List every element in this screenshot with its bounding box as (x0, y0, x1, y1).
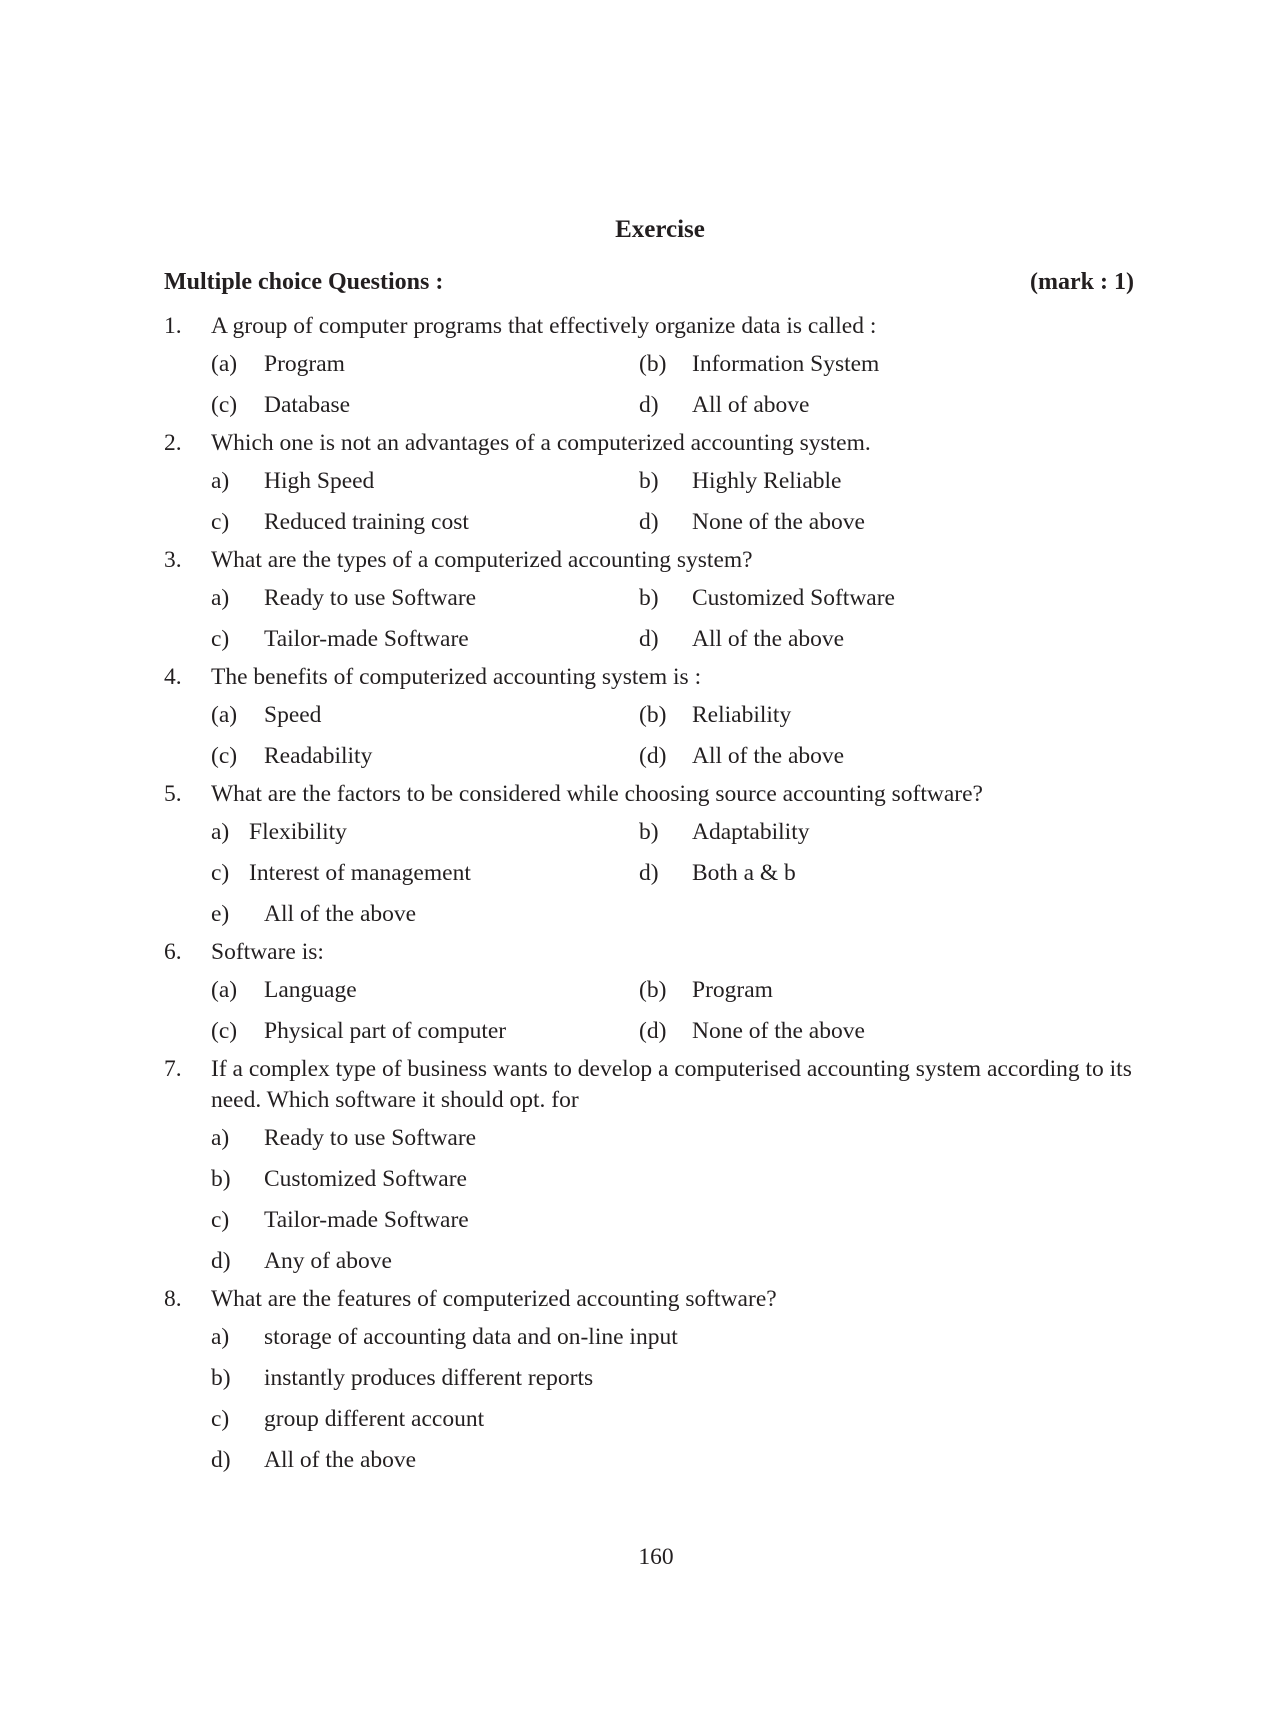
option-label: (b) (639, 351, 667, 377)
question-3 (164, 545, 1164, 576)
option-row (164, 695, 1164, 736)
page-title: Exercise (615, 216, 705, 243)
option-text: All of above (692, 392, 810, 418)
question-text: What are the factors to be considered while choosing source accounting software? (211, 781, 983, 807)
option-label: d) (639, 626, 659, 652)
question-text: What are the features of computerized accounting software? (211, 1286, 777, 1312)
option-label: a) (211, 1324, 230, 1350)
option-label: c) (211, 1207, 230, 1233)
option-label: c) (211, 626, 230, 652)
option-text: Physical part of computer (264, 1018, 507, 1044)
question-number: 4. (164, 664, 182, 690)
option-text: Readability (264, 743, 373, 769)
option-text: Reduced training cost (264, 509, 469, 535)
question-8 (164, 1284, 1164, 1315)
option-label: a) (211, 468, 230, 494)
question-1 (164, 311, 1164, 342)
option-label: a) (211, 819, 230, 845)
option-row (164, 619, 1164, 660)
question-6 (164, 937, 1164, 968)
option-text: Program (264, 351, 345, 377)
option-row (164, 1399, 1164, 1440)
option-label: (c) (211, 392, 238, 418)
option-text: group different account (264, 1406, 485, 1432)
question-number: 3. (164, 547, 182, 573)
option-label: a) (211, 1125, 230, 1151)
option-row (164, 1011, 1164, 1052)
option-text: All of the above (692, 743, 845, 769)
question-text: The benefits of computerized accounting system is : (211, 664, 702, 690)
question-7 (164, 1054, 1164, 1116)
option-text: Flexibility (249, 819, 347, 845)
option-text: All of the above (264, 1447, 417, 1473)
question-text: What are the types of a computerized accounting system? (211, 547, 753, 573)
option-label: d) (639, 509, 659, 535)
option-row (164, 1241, 1164, 1282)
option-label: b) (211, 1166, 231, 1192)
option-text: Program (692, 977, 773, 1003)
option-text: Tailor-made Software (264, 626, 469, 652)
option-text: Highly Reliable (692, 468, 842, 494)
option-text: All of the above (264, 901, 417, 927)
option-row (164, 970, 1164, 1011)
question-number: 5. (164, 781, 182, 807)
option-label: (b) (639, 702, 667, 728)
option-label: b) (639, 468, 659, 494)
page-number: 160 (638, 1544, 674, 1570)
option-text: All of the above (692, 626, 845, 652)
option-row (164, 578, 1164, 619)
option-label: (c) (211, 743, 238, 769)
question-text: Software is: (211, 939, 324, 965)
option-label: a) (211, 585, 230, 611)
option-row (164, 1440, 1164, 1481)
option-row (164, 894, 1164, 935)
option-text: Interest of management (249, 860, 471, 886)
option-text: Database (264, 392, 351, 418)
question-5 (164, 779, 1164, 810)
option-text: Speed (264, 702, 322, 728)
question-text: If a complex type of business wants to develop a computerised accounting system according to its need. Which software it should opt. for (211, 1056, 1132, 1113)
option-text: Ready to use Software (264, 1125, 477, 1151)
question-number: 6. (164, 939, 182, 965)
option-label: c) (211, 509, 230, 535)
option-text: None of the above (692, 509, 865, 535)
option-text: High Speed (264, 468, 375, 494)
question-text: Which one is not an advantages of a computerized accounting system. (211, 430, 871, 456)
option-label: b) (639, 819, 659, 845)
section-heading (164, 269, 1134, 296)
option-row (164, 1159, 1164, 1200)
question-text: A group of computer programs that effectively organize data is called : (211, 313, 877, 339)
option-label: b) (211, 1365, 231, 1391)
option-label: (b) (639, 977, 667, 1003)
option-label: d) (211, 1248, 231, 1274)
question-number: 7. (164, 1056, 182, 1082)
option-text: Both a & b (692, 860, 796, 886)
option-text: Ready to use Software (264, 585, 477, 611)
option-label: d) (639, 860, 659, 886)
option-row (164, 1200, 1164, 1241)
option-row (164, 344, 1164, 385)
option-row (164, 1317, 1164, 1358)
option-row (164, 1118, 1164, 1159)
question-4 (164, 662, 1164, 693)
option-row (164, 502, 1164, 543)
option-text: Information System (692, 351, 880, 377)
option-label: (c) (211, 1018, 238, 1044)
option-text: storage of accounting data and on-line input (264, 1324, 678, 1350)
option-label: d) (211, 1447, 231, 1473)
option-label: (a) (211, 702, 238, 728)
question-list (164, 311, 1164, 1481)
option-label: b) (639, 585, 659, 611)
option-text: Adaptability (692, 819, 810, 845)
marks-label: (mark : 1) (1030, 269, 1134, 295)
option-text: Language (264, 977, 357, 1003)
option-row (164, 461, 1164, 502)
option-row (164, 736, 1164, 777)
option-text: Reliability (692, 702, 792, 728)
question-number: 8. (164, 1286, 182, 1312)
option-label: c) (211, 1406, 230, 1432)
option-row (164, 853, 1164, 894)
option-text: Any of above (264, 1248, 392, 1274)
option-label: (a) (211, 977, 238, 1003)
option-label: (d) (639, 1018, 667, 1044)
option-label: e) (211, 901, 230, 927)
option-row (164, 1358, 1164, 1399)
option-label: c) (211, 860, 230, 886)
option-text: Customized Software (692, 585, 895, 611)
option-label: d) (639, 392, 659, 418)
option-label: (d) (639, 743, 667, 769)
question-number: 1. (164, 313, 182, 339)
question-2 (164, 428, 1164, 459)
option-label: (a) (211, 351, 238, 377)
section-heading-text: Multiple choice Questions : (164, 269, 444, 295)
option-row (164, 812, 1164, 853)
option-text: None of the above (692, 1018, 865, 1044)
option-text: Tailor-made Software (264, 1207, 469, 1233)
question-number: 2. (164, 430, 182, 456)
option-text: Customized Software (264, 1166, 467, 1192)
option-text: instantly produces different reports (264, 1365, 594, 1391)
option-row (164, 385, 1164, 426)
